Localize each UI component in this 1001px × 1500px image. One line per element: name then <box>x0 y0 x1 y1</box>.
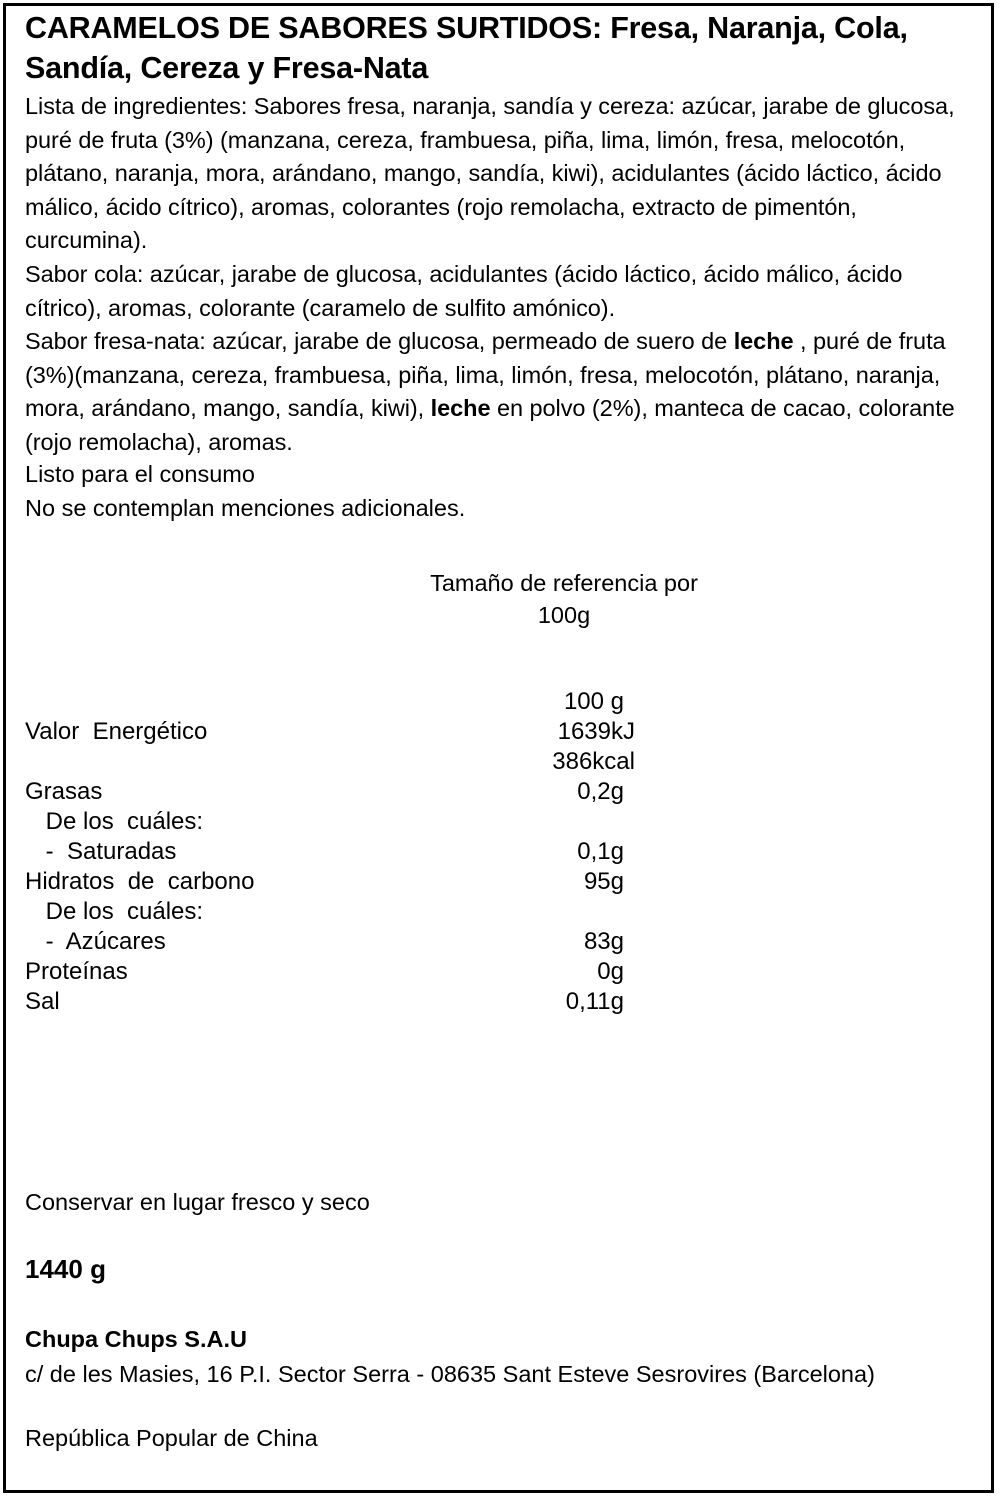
nutrient-value: 0,11g <box>565 988 624 1015</box>
nutrient-value: 0,2g <box>577 778 624 805</box>
nutrition-header-label <box>25 687 425 717</box>
table-row <box>25 867 635 897</box>
table-row <box>25 837 635 867</box>
nutrient-value: 1639kJ <box>557 718 635 745</box>
net-weight: 1440 g <box>25 1254 106 1284</box>
nutrient-label: - Saturadas <box>39 838 177 865</box>
nutrition-reference-heading <box>354 567 774 631</box>
nutrition-facts-table <box>25 687 635 1017</box>
usage-notes-section <box>25 458 970 525</box>
nutrition-reference-line-2: 100g <box>537 602 591 628</box>
nutrient-value: 95g <box>583 868 624 895</box>
note-ready-to-eat: Listo para el consumo <box>25 461 255 487</box>
nutrient-value: 83g <box>583 928 624 955</box>
nutrient-label: Hidratos de carbono <box>25 868 255 895</box>
ingredients-paragraph-fruit-flavours: Lista de ingredientes: Sabores fresa, naranja, sandía y cereza: azúcar, jarabe de glucosa, puré de fruta (3%) (manzana, cereza, frambuesa, piña, lima, limón, fresa, melocotón, plátano, naranja, mora, arándano, mango, sandía, kiwi), acidulantes (ácido láctico, ácido málico, ácido cítrico), aromas, colorantes (rojo remolacha, extracto de pimentón, curcumina). <box>25 93 955 254</box>
allergen-milk-1: leche <box>733 328 794 355</box>
table-row <box>25 897 635 927</box>
nutrient-label <box>25 747 425 777</box>
nutrient-value <box>425 897 635 927</box>
ingredients-paragraph-cola: Sabor cola: azúcar, jarabe de glucosa, acidulantes (ácido láctico, ácido málico, ácido cítrico), aromas, colorante (caramelo de sulfito amónico). <box>25 260 903 321</box>
nutrient-value: 0g <box>597 958 624 985</box>
storage-instructions: Conservar en lugar fresco y seco <box>25 1189 370 1215</box>
table-row <box>25 777 635 807</box>
company-name: Chupa Chups S.A.U <box>25 1326 247 1352</box>
nutrient-label: De los cuáles: <box>39 808 204 835</box>
table-row <box>25 927 635 957</box>
table-row <box>25 957 635 987</box>
page-title: CARAMELOS DE SABORES SURTIDOS: Fresa, Naranja, Cola, Sandía, Cereza y Fresa-Nata <box>25 11 917 85</box>
ingredients-text-part-c: en polvo (2%), manteca de cacao, colorante (rojo remolacha), aromas. <box>25 395 955 455</box>
nutrient-value: 386kcal <box>552 748 635 775</box>
nutrition-reference-line-1: Tamaño de referencia por <box>430 570 698 596</box>
country-of-origin: República Popular de China <box>25 1425 318 1451</box>
nutrition-table-body <box>25 687 635 1017</box>
ingredients-section <box>25 90 970 460</box>
nutrient-label: - Azúcares <box>39 928 166 955</box>
allergen-milk-2: leche <box>430 395 491 422</box>
table-row <box>25 747 635 777</box>
nutrient-label: De los cuáles: <box>39 898 204 925</box>
ingredients-paragraph-strawberry-cream <box>25 325 970 459</box>
nutrient-label: Proteínas <box>25 958 128 985</box>
nutrient-label: Sal <box>25 988 60 1015</box>
table-row <box>25 717 635 747</box>
ingredients-text-part-b: , puré de fruta (3%)(manzana, cereza, frambuesa, piña, lima, limón, fresa, melocotón, plátano, naranja, mora, arándano, mango, sandía, kiwi), <box>25 328 946 422</box>
nutrient-label: Valor Energético <box>25 718 208 745</box>
ingredients-text-part-a: Sabor fresa-nata: azúcar, jarabe de glucosa, permeado de suero de <box>25 328 734 355</box>
note-additional-mentions: No se contemplan menciones adicionales. <box>25 494 466 521</box>
product-label-panel <box>3 3 994 1493</box>
nutrient-value: 0,1g <box>577 838 624 865</box>
table-row-header <box>25 687 635 717</box>
nutrient-value <box>425 807 635 837</box>
nutrition-column-header: 100 g <box>563 688 624 715</box>
table-row <box>25 807 635 837</box>
nutrient-label: Grasas <box>25 778 103 805</box>
table-row <box>25 987 635 1017</box>
company-address: c/ de les Masies, 16 P.I. Sector Serra - 08635 Sant Esteve Sesrovires (Barcelona) <box>25 1361 875 1387</box>
